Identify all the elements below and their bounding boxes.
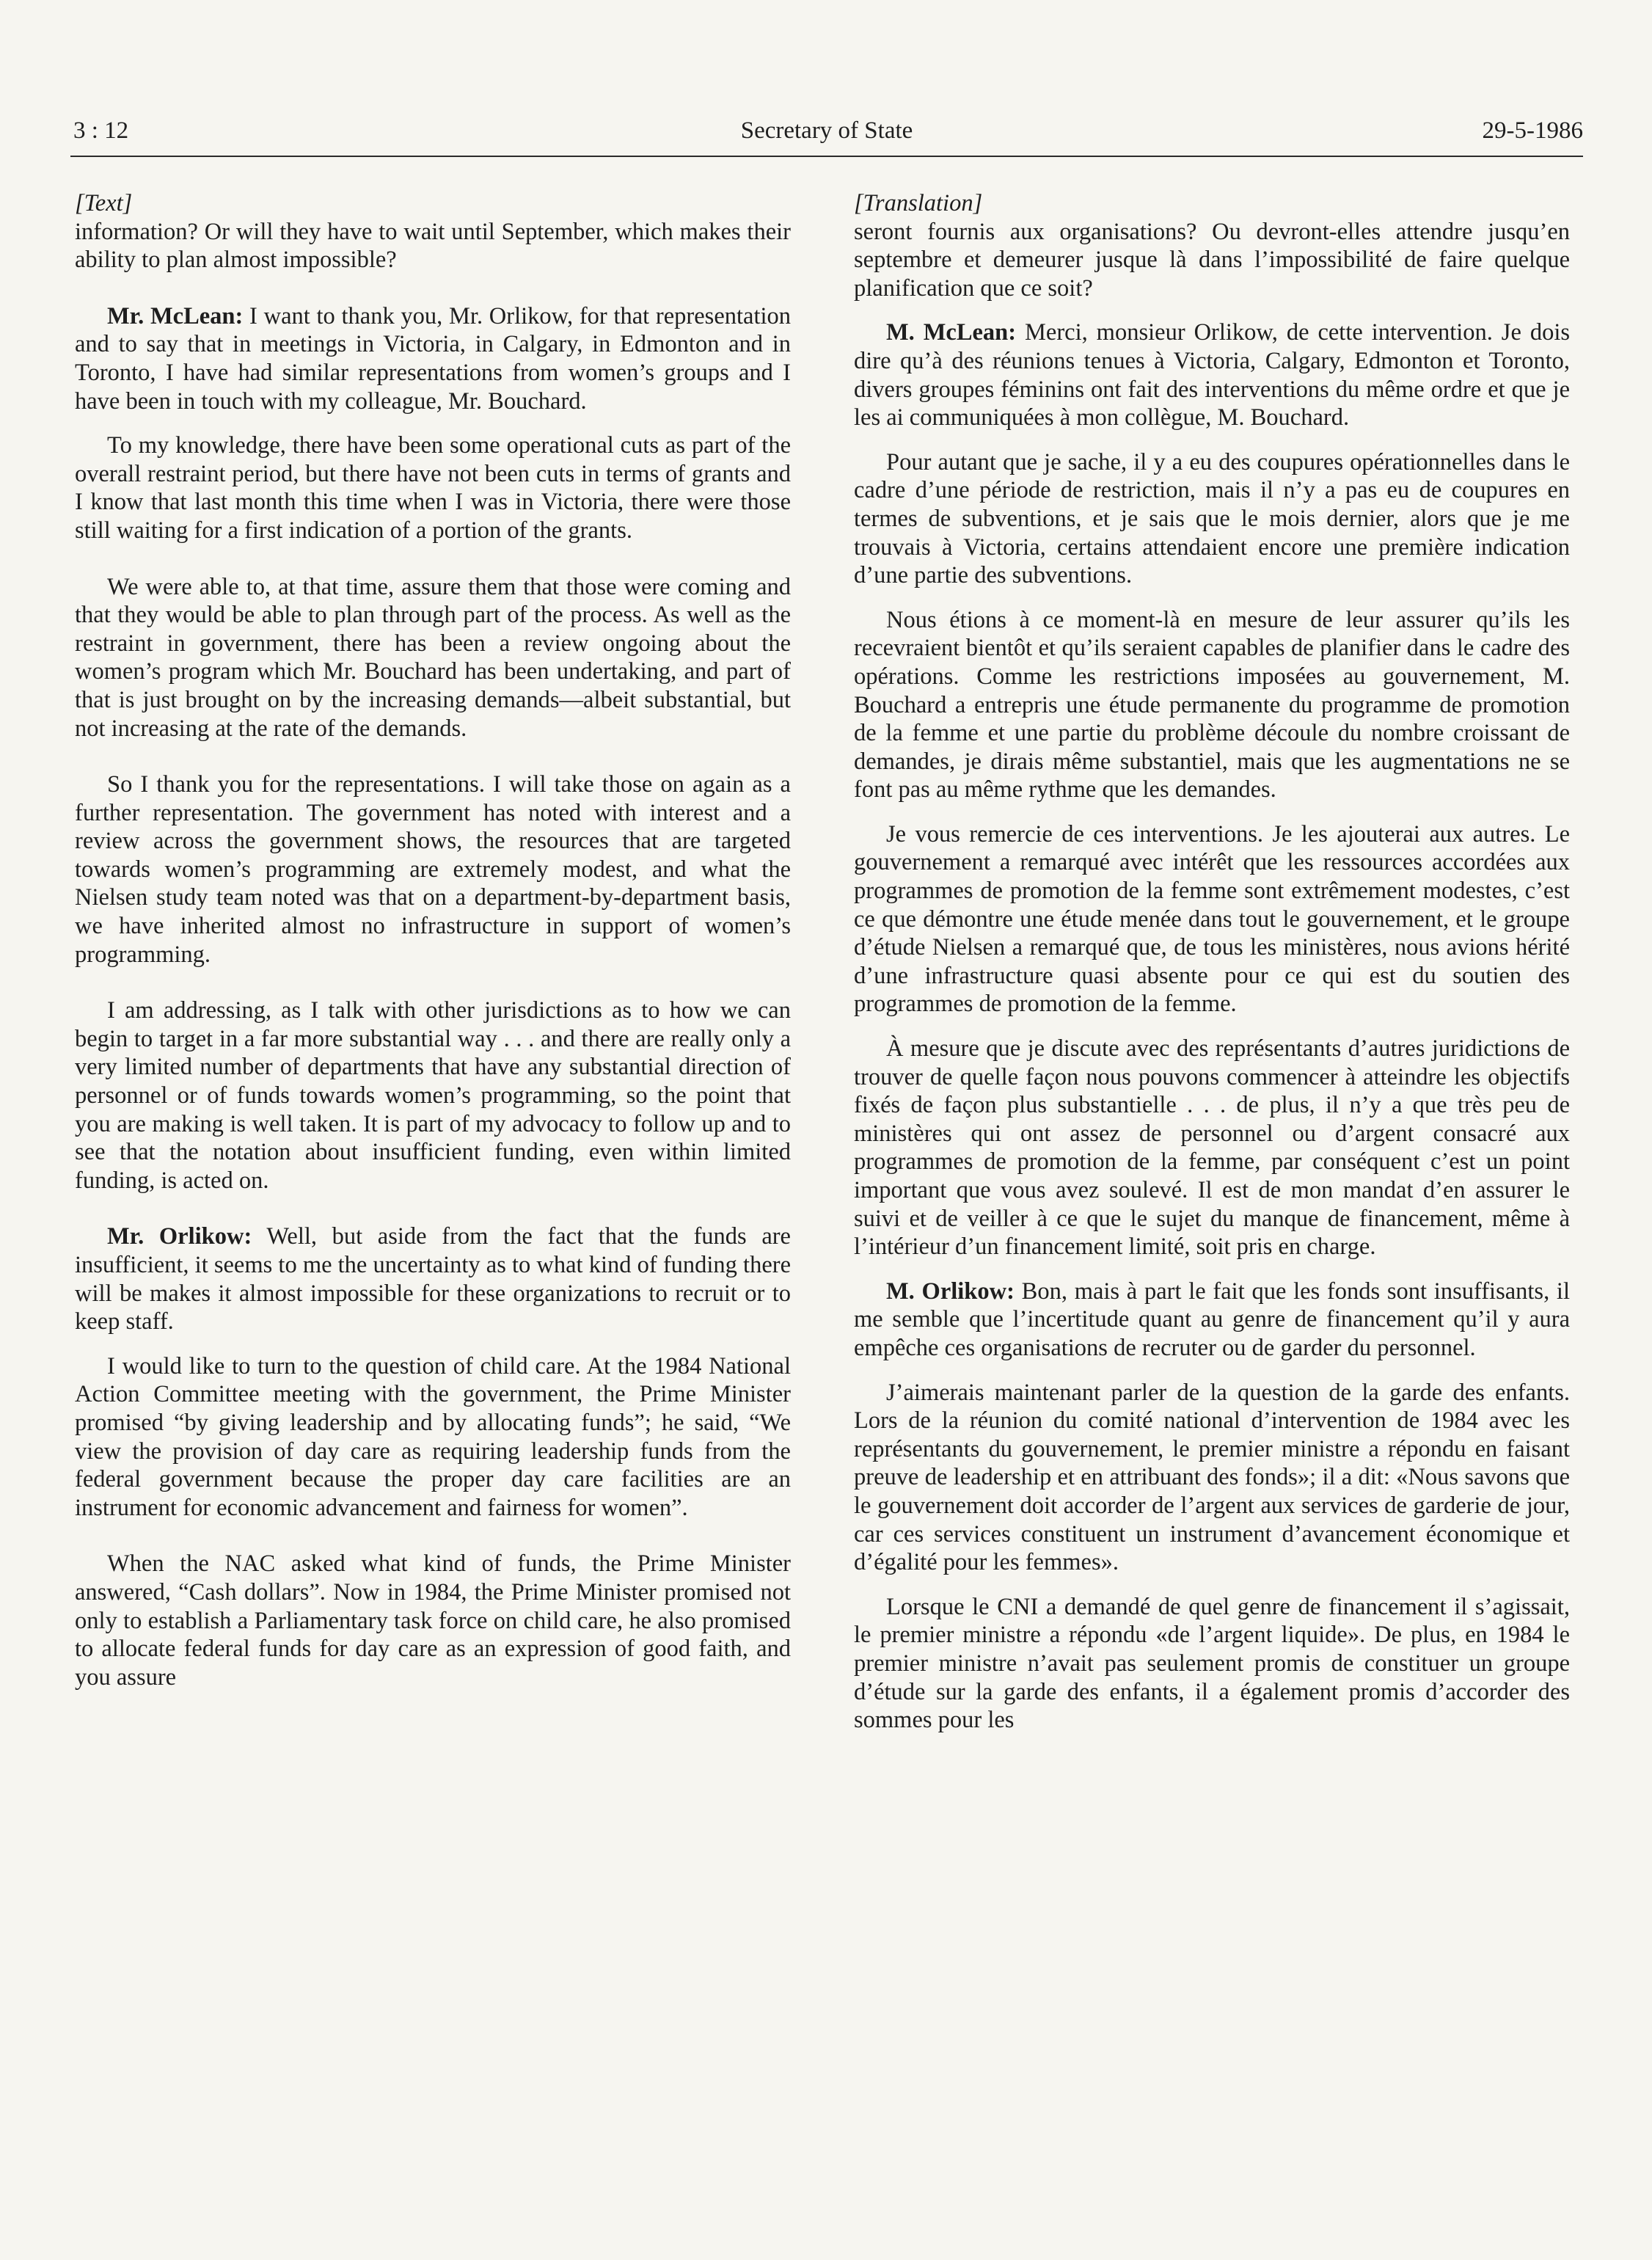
paragraph: J’aimerais maintenant parler de la question de la garde des enfants. Lors de la réunion du comité national d’intervention de 1984 avec les représentants du gouvernement, le premier ministre a répondu en faisant preuve de leadership et en attribuant des fonds»; il a dit: «Nous savons que le gouvernement doit accorder de l’argent aux services de garderie de jour, car ces services constituent un instrument d’avancement économique et d’égalité pour les femmes». <box>854 1379 1570 1576</box>
speaker-name: M. McLean: <box>886 319 1017 346</box>
paragraph: So I thank you for the representations. I will take those on again as a further representation. The government has noted with interest and a review across the government shows, the resources that are targeted towards women’s programming are extremely modest, and what the Nielsen study team noted was that on a department-by-department basis, we have inherited almost no infrastructure in support of women’s programming. <box>75 771 791 968</box>
speaker-name: M. Orlikow: <box>886 1277 1015 1305</box>
paragraph: I would like to turn to the question of child care. At the 1984 National Action Committee meeting with the government, the Prime Minister promised “by giving leadership and by allocating funds”; he said, “We view the provision of day care as requiring leadership funds from the federal government because the proper day care facilities are an instrument for economic advancement and fairness for women”. <box>75 1352 791 1521</box>
paragraph: seront fournis aux organisations? Ou devront-elles attendre jusqu’en septembre et demeurer jusque là dans l’impossibilité de faire quelque planification que ce soit? <box>854 218 1570 302</box>
header-rule <box>70 156 1583 157</box>
paragraph: Lorsque le CNI a demandé de quel genre de financement il s’agissait, le premier ministre a répondu «de l’argent liquide». De plus, en 1984 le premier ministre n’avait pas seulement promis de constituer un groupe d’étude sur la garde des enfants, il a également promis d’accorder des sommes pour les <box>854 1593 1570 1734</box>
paragraph: Pour autant que je sache, il y a eu des coupures opérationnelles dans le cadre d’une période de restriction, mais il n’y a pas eu de coupures en termes de subventions, et je sais que le mois dernier, alors que je me trouvais à Victoria, certains attendaient encore une première indication d’une partie des subventions. <box>854 448 1570 589</box>
paragraph: We were able to, at that time, assure them that those were coming and that they would be able to plan through part of the process. As well as the restraint in government, there has been a review ongoing about the women’s program which Mr. Bouchard has been undertaking, and part of that is just brought on by the increasing demands—albeit substantial, but not increasing at the rate of the demands. <box>75 573 791 742</box>
speaker-name: Mr. McLean: <box>107 302 244 329</box>
paragraph: M. Orlikow: Bon, mais à part le fait que les fonds sont insuffisants, il me semble que l’incertitude quant au genre de financement qu’il y aura empêche ces organisations de recruter ou de garder du personnel. <box>854 1277 1570 1361</box>
column-label: [Text] <box>75 190 133 216</box>
column-label: [Translation] <box>854 190 983 216</box>
paragraph: To my knowledge, there have been some operational cuts as part of the overall restraint period, but there have not been cuts in terms of grants and I know that last month this time when I was in Victoria, there were those still waiting for a first indication of a portion of the grants. <box>75 432 791 544</box>
paragraph: Nous étions à ce moment-là en mesure de leur assurer qu’ils les recevraient bientôt et qu’ils seraient capables de planifier dans le cadre des opérations. Comme les restrictions imposées au gouvernement, M. Bouchard a entrepris une étude permanente du programme de promotion de la femme et une partie du problème découle du nombre croissant de demandes, je dirais même substantiel, mais que les augmentations ne se font pas au même rythme que les demandes. <box>854 606 1570 803</box>
page-date: 29-5-1986 <box>1482 117 1583 144</box>
paragraph: À mesure que je discute avec des représentants d’autres juridictions de trouver de quelle façon nous pouvons commencer à atteindre les objectifs fixés de façon plus substantielle . . . de plus, il n’y a que très peu de ministères qui ont assez de personnel ou d’argent consacré aux programmes de promotion de la femme, par conséquent c’est un point important que vous avez soulevé. Il est de mon mandat d’en assurer le suivi et de veiller à ce que le sujet du manque de financement, même à l’intérieur d’un financement limité, soit pris en charge. <box>854 1035 1570 1261</box>
paragraph: information? Or will they have to wait until September, which makes their ability to plan almost impossible? <box>75 218 791 274</box>
page-header <box>70 116 1583 157</box>
paragraph: I am addressing, as I talk with other jurisdictions as to how we can begin to target in a far more substantial way . . . and there are really only a very limited number of departments that have any substantial direction of personnel or of funds towards women’s programming, so the point that you are making is well taken. It is part of my advocacy to follow up and to see that the notation about insufficient funding, even within limited funding, is acted on. <box>75 997 791 1194</box>
paragraph: When the NAC asked what kind of funds, the Prime Minister answered, “Cash dollars”. Now in 1984, the Prime Minister promised not only to establish a Parliamentary task force on child care, he also promised to allocate federal funds for day care as an expression of good faith, and you assure <box>75 1550 791 1691</box>
paragraph: Mr. Orlikow: Well, but aside from the fact that the funds are insufficient, it seems to me the uncertainty as to what kind of funding there will be makes it almost impossible for these organizations to recruit or to keep staff. <box>75 1223 791 1335</box>
page-title: Secretary of State <box>740 117 913 144</box>
paragraph: Mr. McLean: I want to thank you, Mr. Orlikow, for that representation and to say that in meetings in Victoria, in Calgary, in Edmonton and in Toronto, I have had similar representations from women’s groups and I have been in touch with my colleague, Mr. Bouchard. <box>75 302 792 415</box>
paragraph: Je vous remercie de ces interventions. Je les ajouterai aux autres. Le gouvernement a remarqué avec intérêt que les ressources accordées aux programmes de promotion de la femme sont extrêmement modestes, c’est ce que démontre une étude menée dans tout le gouvernement, et le groupe d’étude Nielsen a remarqué que, de tous les ministères, nous avions hérité d’une infrastructure quasi absente pour ce qui est du soutien des programmes de promotion de la femme. <box>854 820 1570 1018</box>
paragraph: M. McLean: Merci, monsieur Orlikow, de cette intervention. Je dois dire qu’à des réunions tenues à Victoria, Calgary, Edmonton et Toronto, divers groupes féminins ont fait des interventions du même ordre et que je les ai communiquées à mon collègue, M. Bouchard. <box>854 319 1570 431</box>
french-column <box>854 189 1570 1735</box>
page-number: 3 : 12 <box>73 117 129 144</box>
english-column <box>75 189 791 1691</box>
speaker-name: Mr. Orlikow: <box>107 1223 252 1250</box>
